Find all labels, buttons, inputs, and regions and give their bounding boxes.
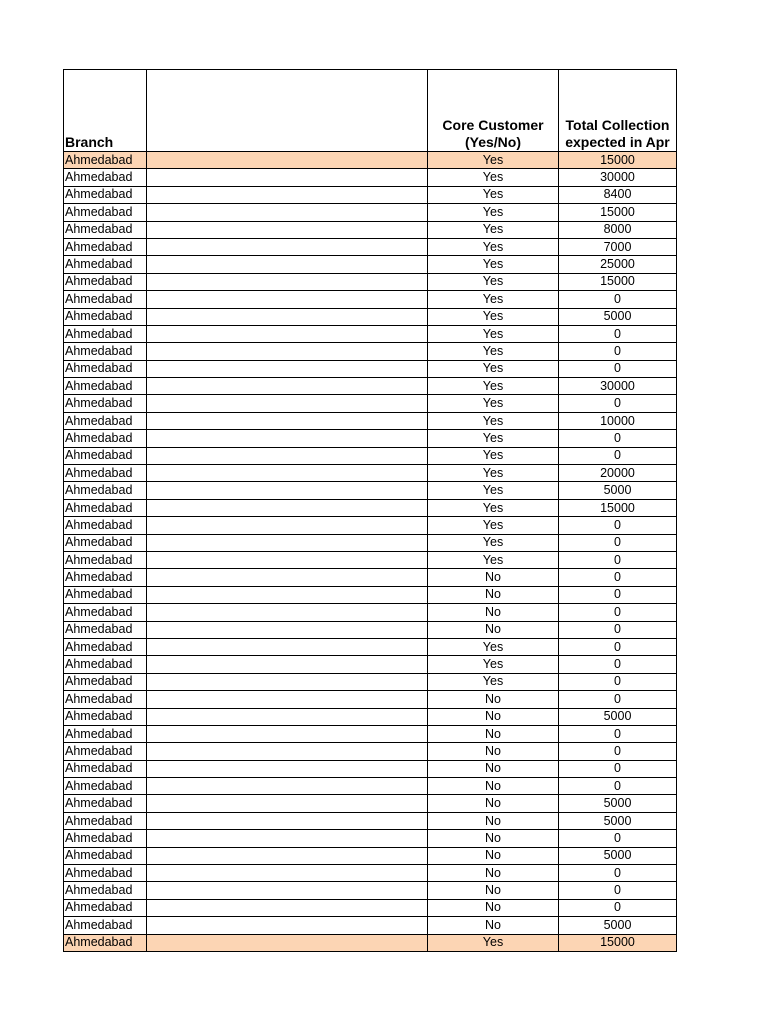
branch-cell[interactable]: Ahmedabad: [64, 412, 147, 429]
header-core-customer-line2: (Yes/No): [464, 134, 521, 150]
branch-cell[interactable]: Ahmedabad: [64, 638, 147, 655]
blank-cell[interactable]: [147, 865, 428, 882]
blank-cell[interactable]: [147, 395, 428, 412]
table-row: [64, 482, 677, 499]
table-row: [64, 899, 677, 916]
core-customer-cell[interactable]: No: [428, 691, 559, 708]
core-customer-cell[interactable]: Yes: [428, 673, 559, 690]
branch-cell[interactable]: Ahmedabad: [64, 778, 147, 795]
core-customer-cell[interactable]: No: [428, 917, 559, 934]
table-row: [64, 517, 677, 534]
blank-cell[interactable]: [147, 152, 428, 169]
core-customer-cell[interactable]: No: [428, 725, 559, 742]
total-collection-cell[interactable]: 0: [559, 604, 677, 621]
core-customer-cell[interactable]: No: [428, 865, 559, 882]
branch-cell[interactable]: Ahmedabad: [64, 621, 147, 638]
blank-cell[interactable]: [147, 169, 428, 186]
table-row: [64, 865, 677, 882]
table-row: [64, 569, 677, 586]
table-row: [64, 934, 677, 951]
core-customer-cell[interactable]: Yes: [428, 343, 559, 360]
table-row: [64, 656, 677, 673]
branch-cell[interactable]: Ahmedabad: [64, 830, 147, 847]
table-row: [64, 778, 677, 795]
blank-cell[interactable]: [147, 586, 428, 603]
table-row: [64, 673, 677, 690]
total-collection-cell[interactable]: 0: [559, 621, 677, 638]
core-customer-cell[interactable]: No: [428, 621, 559, 638]
table-row: [64, 586, 677, 603]
core-customer-cell[interactable]: Yes: [428, 534, 559, 551]
table-row: [64, 725, 677, 742]
table-row: [64, 604, 677, 621]
total-collection-cell[interactable]: 0: [559, 586, 677, 603]
table-row: [64, 708, 677, 725]
core-customer-cell[interactable]: Yes: [428, 186, 559, 203]
total-collection-cell[interactable]: 0: [559, 673, 677, 690]
total-collection-cell[interactable]: 15000: [559, 499, 677, 516]
branch-cell[interactable]: Ahmedabad: [64, 569, 147, 586]
branch-cell[interactable]: Ahmedabad: [64, 343, 147, 360]
total-collection-cell[interactable]: 0: [559, 638, 677, 655]
blank-cell[interactable]: [147, 708, 428, 725]
total-collection-cell[interactable]: 0: [559, 778, 677, 795]
total-collection-cell[interactable]: 0: [559, 325, 677, 342]
total-collection-cell[interactable]: 15000: [559, 152, 677, 169]
header-blank[interactable]: [147, 70, 428, 152]
blank-cell[interactable]: [147, 534, 428, 551]
total-collection-cell[interactable]: 0: [559, 517, 677, 534]
core-customer-cell[interactable]: Yes: [428, 482, 559, 499]
table-row: [64, 308, 677, 325]
core-customer-cell[interactable]: Yes: [428, 656, 559, 673]
branch-cell[interactable]: Ahmedabad: [64, 186, 147, 203]
blank-cell[interactable]: [147, 621, 428, 638]
total-collection-cell[interactable]: 0: [559, 569, 677, 586]
table-row: [64, 378, 677, 395]
table-row: [64, 795, 677, 812]
blank-cell[interactable]: [147, 917, 428, 934]
blank-cell[interactable]: [147, 412, 428, 429]
core-customer-cell[interactable]: Yes: [428, 447, 559, 464]
core-customer-cell[interactable]: Yes: [428, 325, 559, 342]
header-total-line1: Total Collection: [565, 117, 670, 133]
core-customer-cell[interactable]: No: [428, 882, 559, 899]
total-collection-cell[interactable]: 0: [559, 551, 677, 568]
total-collection-cell[interactable]: 10000: [559, 412, 677, 429]
branch-cell[interactable]: Ahmedabad: [64, 360, 147, 377]
branch-cell[interactable]: Ahmedabad: [64, 673, 147, 690]
core-customer-cell[interactable]: No: [428, 847, 559, 864]
total-collection-cell[interactable]: 8000: [559, 221, 677, 238]
header-total-line2: expected in Apr: [565, 134, 670, 150]
total-collection-cell[interactable]: 0: [559, 395, 677, 412]
branch-cell[interactable]: Ahmedabad: [64, 152, 147, 169]
branch-cell[interactable]: Ahmedabad: [64, 847, 147, 864]
blank-cell[interactable]: [147, 725, 428, 742]
total-collection-cell[interactable]: 5000: [559, 812, 677, 829]
core-customer-cell[interactable]: Yes: [428, 169, 559, 186]
blank-cell[interactable]: [147, 430, 428, 447]
core-customer-cell[interactable]: No: [428, 778, 559, 795]
core-customer-cell[interactable]: Yes: [428, 934, 559, 951]
core-customer-cell[interactable]: Yes: [428, 517, 559, 534]
branch-cell[interactable]: Ahmedabad: [64, 273, 147, 290]
table-row: [64, 343, 677, 360]
branch-cell[interactable]: Ahmedabad: [64, 169, 147, 186]
total-collection-cell[interactable]: 5000: [559, 795, 677, 812]
total-collection-cell[interactable]: 7000: [559, 238, 677, 255]
branch-cell[interactable]: Ahmedabad: [64, 308, 147, 325]
total-collection-cell[interactable]: 0: [559, 343, 677, 360]
core-customer-cell[interactable]: Yes: [428, 238, 559, 255]
core-customer-cell[interactable]: Yes: [428, 638, 559, 655]
table-row: [64, 152, 677, 169]
total-collection-cell[interactable]: 15000: [559, 934, 677, 951]
branch-cell[interactable]: Ahmedabad: [64, 725, 147, 742]
core-customer-cell[interactable]: No: [428, 760, 559, 777]
blank-cell[interactable]: [147, 812, 428, 829]
branch-cell[interactable]: Ahmedabad: [64, 882, 147, 899]
blank-cell[interactable]: [147, 291, 428, 308]
branch-cell[interactable]: Ahmedabad: [64, 395, 147, 412]
core-customer-cell[interactable]: No: [428, 830, 559, 847]
total-collection-cell[interactable]: 5000: [559, 917, 677, 934]
table-row: [64, 638, 677, 655]
core-customer-cell[interactable]: No: [428, 743, 559, 760]
blank-cell[interactable]: [147, 517, 428, 534]
table-row: [64, 882, 677, 899]
total-collection-cell[interactable]: 0: [559, 534, 677, 551]
total-collection-cell[interactable]: 20000: [559, 465, 677, 482]
header-row: [64, 70, 677, 152]
core-customer-cell[interactable]: Yes: [428, 308, 559, 325]
total-collection-cell[interactable]: 0: [559, 447, 677, 464]
table-row: [64, 465, 677, 482]
blank-cell[interactable]: [147, 760, 428, 777]
total-collection-cell[interactable]: 0: [559, 830, 677, 847]
core-customer-cell[interactable]: Yes: [428, 499, 559, 516]
core-customer-cell[interactable]: Yes: [428, 430, 559, 447]
branch-cell[interactable]: Ahmedabad: [64, 604, 147, 621]
table-row: [64, 743, 677, 760]
total-collection-cell[interactable]: 0: [559, 360, 677, 377]
blank-cell[interactable]: [147, 656, 428, 673]
core-customer-cell[interactable]: Yes: [428, 551, 559, 568]
header-core-customer[interactable]: [428, 70, 559, 152]
table-row: [64, 412, 677, 429]
blank-cell[interactable]: [147, 482, 428, 499]
total-collection-cell[interactable]: 0: [559, 743, 677, 760]
header-branch[interactable]: Branch: [64, 70, 147, 152]
core-customer-cell[interactable]: Yes: [428, 378, 559, 395]
branch-cell[interactable]: Ahmedabad: [64, 691, 147, 708]
total-collection-cell[interactable]: 5000: [559, 708, 677, 725]
branch-cell[interactable]: Ahmedabad: [64, 534, 147, 551]
total-collection-cell[interactable]: 0: [559, 430, 677, 447]
total-collection-cell[interactable]: 0: [559, 691, 677, 708]
core-customer-cell[interactable]: No: [428, 812, 559, 829]
table-row: [64, 621, 677, 638]
blank-cell[interactable]: [147, 447, 428, 464]
table-row: [64, 499, 677, 516]
branch-cell[interactable]: Ahmedabad: [64, 934, 147, 951]
header-core-customer-line1: Core Customer: [442, 117, 544, 133]
total-collection-cell[interactable]: 15000: [559, 273, 677, 290]
blank-cell[interactable]: [147, 778, 428, 795]
core-customer-cell[interactable]: No: [428, 604, 559, 621]
core-customer-cell[interactable]: Yes: [428, 465, 559, 482]
branch-cell[interactable]: Ahmedabad: [64, 551, 147, 568]
table-body: [64, 152, 677, 952]
blank-cell[interactable]: [147, 638, 428, 655]
table-row: [64, 273, 677, 290]
table-row: [64, 360, 677, 377]
blank-cell[interactable]: [147, 499, 428, 516]
branch-cell[interactable]: Ahmedabad: [64, 812, 147, 829]
branch-cell[interactable]: Ahmedabad: [64, 256, 147, 273]
header-total-collection[interactable]: [559, 70, 677, 152]
core-customer-cell[interactable]: No: [428, 569, 559, 586]
core-customer-cell[interactable]: Yes: [428, 152, 559, 169]
total-collection-cell[interactable]: 0: [559, 725, 677, 742]
branch-cell[interactable]: Ahmedabad: [64, 325, 147, 342]
branch-cell[interactable]: Ahmedabad: [64, 899, 147, 916]
branch-cell[interactable]: Ahmedabad: [64, 221, 147, 238]
total-collection-cell[interactable]: 5000: [559, 308, 677, 325]
branch-cell[interactable]: Ahmedabad: [64, 795, 147, 812]
core-customer-cell[interactable]: No: [428, 899, 559, 916]
total-collection-cell[interactable]: 0: [559, 291, 677, 308]
branch-cell[interactable]: Ahmedabad: [64, 865, 147, 882]
blank-cell[interactable]: [147, 465, 428, 482]
core-customer-cell[interactable]: No: [428, 586, 559, 603]
total-collection-cell[interactable]: 0: [559, 882, 677, 899]
core-customer-cell[interactable]: Yes: [428, 395, 559, 412]
blank-cell[interactable]: [147, 882, 428, 899]
blank-cell[interactable]: [147, 360, 428, 377]
core-customer-cell[interactable]: Yes: [428, 221, 559, 238]
total-collection-cell[interactable]: 0: [559, 865, 677, 882]
branch-cell[interactable]: Ahmedabad: [64, 204, 147, 221]
blank-cell[interactable]: [147, 343, 428, 360]
blank-cell[interactable]: [147, 569, 428, 586]
total-collection-cell[interactable]: 15000: [559, 204, 677, 221]
branch-cell[interactable]: Ahmedabad: [64, 291, 147, 308]
table-row: [64, 447, 677, 464]
table-row: [64, 169, 677, 186]
total-collection-cell[interactable]: 0: [559, 656, 677, 673]
blank-cell[interactable]: [147, 273, 428, 290]
blank-cell[interactable]: [147, 238, 428, 255]
core-customer-cell[interactable]: Yes: [428, 412, 559, 429]
table-row: [64, 395, 677, 412]
branch-cell[interactable]: Ahmedabad: [64, 743, 147, 760]
table-row: [64, 551, 677, 568]
core-customer-cell[interactable]: No: [428, 795, 559, 812]
branch-cell[interactable]: Ahmedabad: [64, 482, 147, 499]
branch-cell[interactable]: Ahmedabad: [64, 917, 147, 934]
blank-cell[interactable]: [147, 899, 428, 916]
branch-cell[interactable]: Ahmedabad: [64, 517, 147, 534]
blank-cell[interactable]: [147, 221, 428, 238]
core-customer-cell[interactable]: Yes: [428, 273, 559, 290]
core-customer-cell[interactable]: No: [428, 708, 559, 725]
table-row: [64, 186, 677, 203]
blank-cell[interactable]: [147, 691, 428, 708]
branch-cell[interactable]: Ahmedabad: [64, 586, 147, 603]
blank-cell[interactable]: [147, 934, 428, 951]
branch-cell[interactable]: Ahmedabad: [64, 447, 147, 464]
core-customer-cell[interactable]: Yes: [428, 291, 559, 308]
table-row: [64, 830, 677, 847]
blank-cell[interactable]: [147, 204, 428, 221]
table-row: [64, 847, 677, 864]
total-collection-cell[interactable]: 8400: [559, 186, 677, 203]
total-collection-cell[interactable]: 0: [559, 899, 677, 916]
table-row: [64, 221, 677, 238]
table-row: [64, 204, 677, 221]
core-customer-cell[interactable]: Yes: [428, 204, 559, 221]
branch-cell[interactable]: Ahmedabad: [64, 238, 147, 255]
table-row: [64, 917, 677, 934]
branch-cell[interactable]: Ahmedabad: [64, 760, 147, 777]
branch-cell[interactable]: Ahmedabad: [64, 656, 147, 673]
table-row: [64, 325, 677, 342]
branch-cell[interactable]: Ahmedabad: [64, 430, 147, 447]
blank-cell[interactable]: [147, 378, 428, 395]
blank-cell[interactable]: [147, 308, 428, 325]
total-collection-cell[interactable]: 30000: [559, 169, 677, 186]
table-row: [64, 812, 677, 829]
branch-cell[interactable]: Ahmedabad: [64, 708, 147, 725]
blank-cell[interactable]: [147, 186, 428, 203]
spreadsheet-table: [63, 69, 677, 952]
table-row: [64, 238, 677, 255]
branch-cell[interactable]: Ahmedabad: [64, 499, 147, 516]
blank-cell[interactable]: [147, 325, 428, 342]
blank-cell[interactable]: [147, 551, 428, 568]
table-row: [64, 760, 677, 777]
total-collection-cell[interactable]: 25000: [559, 256, 677, 273]
table-row: [64, 256, 677, 273]
core-customer-cell[interactable]: Yes: [428, 256, 559, 273]
blank-cell[interactable]: [147, 604, 428, 621]
branch-cell[interactable]: Ahmedabad: [64, 465, 147, 482]
total-collection-cell[interactable]: 30000: [559, 378, 677, 395]
table-row: [64, 534, 677, 551]
total-collection-cell[interactable]: 5000: [559, 847, 677, 864]
blank-cell[interactable]: [147, 830, 428, 847]
table-row: [64, 291, 677, 308]
blank-cell[interactable]: [147, 743, 428, 760]
branch-cell[interactable]: Ahmedabad: [64, 378, 147, 395]
total-collection-cell[interactable]: 5000: [559, 482, 677, 499]
total-collection-cell[interactable]: 0: [559, 760, 677, 777]
table-row: [64, 430, 677, 447]
blank-cell[interactable]: [147, 673, 428, 690]
blank-cell[interactable]: [147, 795, 428, 812]
core-customer-cell[interactable]: Yes: [428, 360, 559, 377]
table-row: [64, 691, 677, 708]
blank-cell[interactable]: [147, 256, 428, 273]
blank-cell[interactable]: [147, 847, 428, 864]
